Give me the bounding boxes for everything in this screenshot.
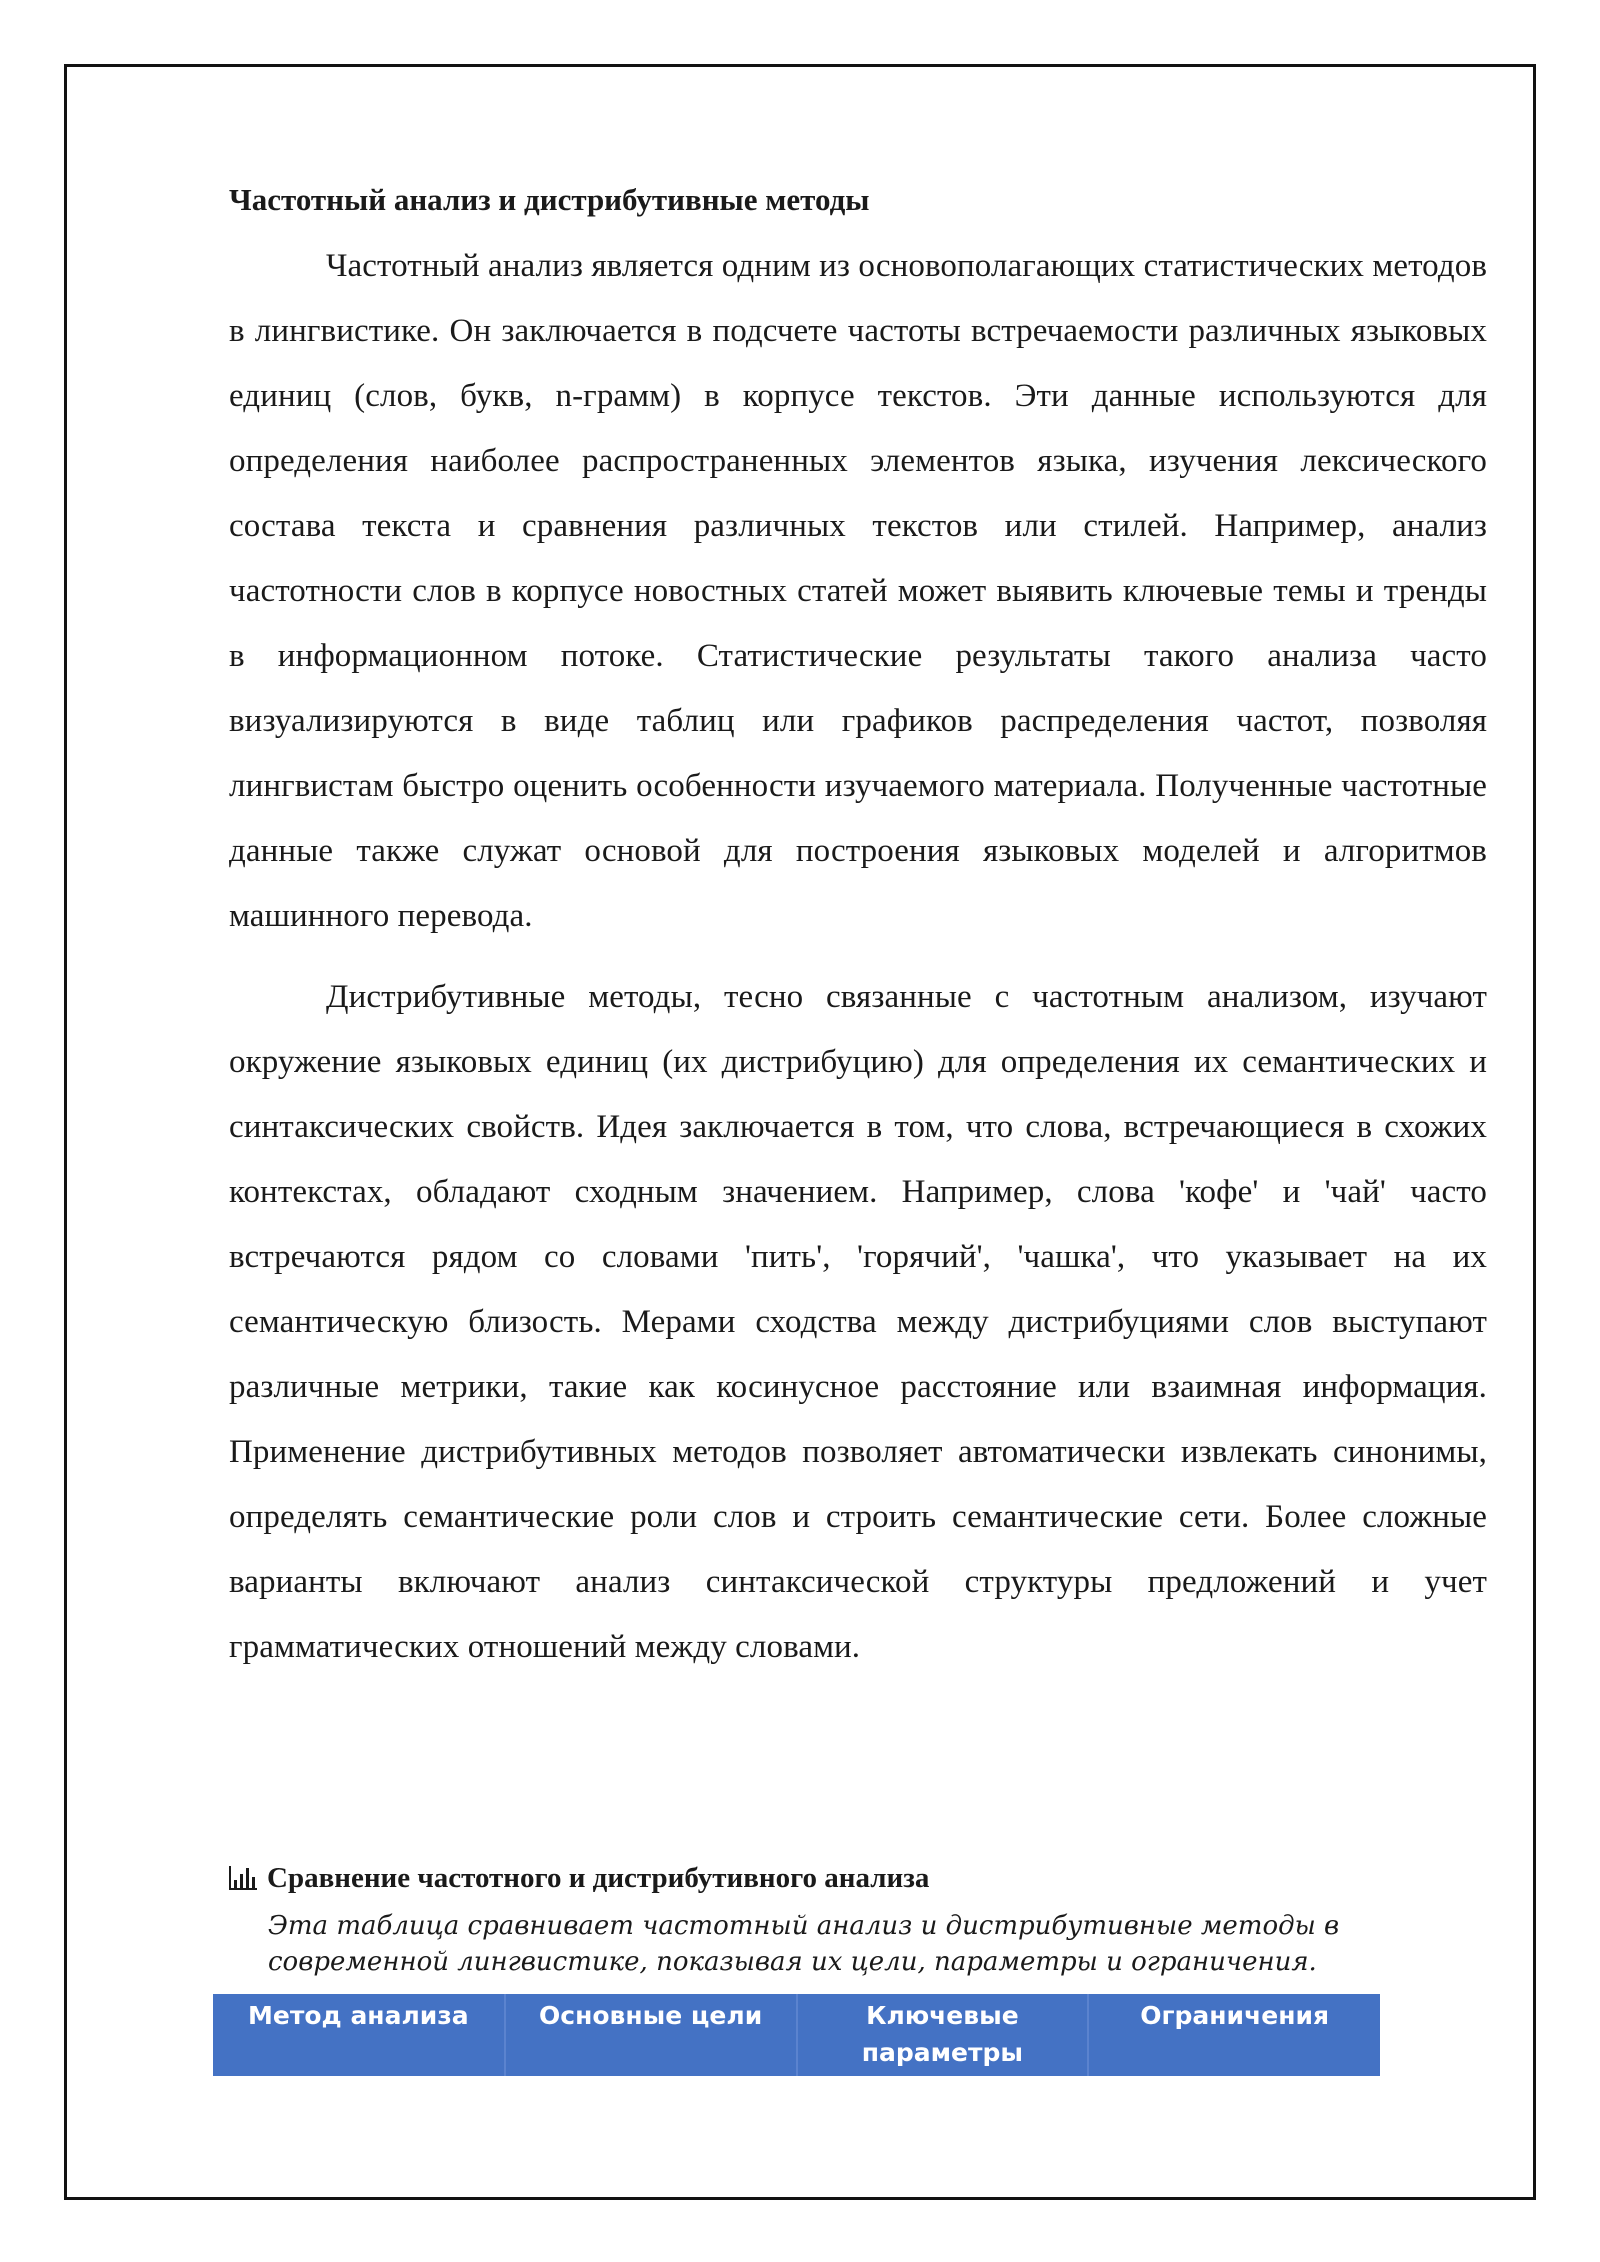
column-header-limitations: Ограничения [1088,1994,1380,2076]
document-body [229,170,1487,1696]
paragraph-distributive-methods: Дистрибутивные методы, тесно связанные с частотным анализом, изучают окружение языковых единиц (их дистрибуцию) для определения их семантических и синтаксических свойств. Идея заключается в том, что слова, встречающиеся в схожих контекстах, обладают сходным значением. Например, слова 'кофе' и 'чай' часто встречаются рядом со словами 'пить', 'горячий', 'чашка', что указывает на их семантическую близость. Мерами сходства между дистрибуциями слов выступают различные метрики, такие как косинусное расстояние или взаимная информация. Применение дистрибутивных методов позволяет автоматически извлекать синонимы, определять семантические роли слов и строить семантические сети. Более сложные варианты включают анализ синтаксической структуры предложений и учет грамматических отношений между словами. [229,979,1487,1665]
comparison-table [213,1994,1380,2076]
table-header-row [213,1994,1380,2076]
section-heading: Частотный анализ и дистрибутивные методы [229,182,870,217]
column-header-goals: Основные цели [505,1994,797,2076]
column-header-parameters: Ключевые параметры [797,1994,1089,2076]
paragraph-frequency-analysis: Частотный анализ является одним из основополагающих статистических методов в лингвистике. Он заключается в подсчете частоты встречаемости различных языковых единиц (слов, букв, n-грамм) в корпусе текстов. Эти данные используются для определения наиболее распространенных элементов языка, изучения лексического состава текста и сравнения различных текстов или стилей. Например, анализ частотности слов в корпусе новостных статей может выявить ключевые темы и тренды в информационном потоке. Статистические результаты такого анализа часто визуализируются в виде таблиц или графиков распределения частот, позволяя лингвистам быстро оценить особенности изучаемого материала. Полученные частотные данные также служат основой для построения языковых моделей и алгоритмов машинного перевода. [229,248,1487,934]
column-header-method: Метод анализа [213,1994,505,2076]
table-caption: Эта таблица сравнивает частотный анализ и дистрибутивные методы в современной лингвистике, показывая их цели, параметры и ограничения. [268,1911,1340,1977]
bar-chart-icon [229,1866,257,1890]
table-title: Сравнение частотного и дистрибутивного анализа [267,1862,930,1894]
comparison-table-block [213,1858,1380,2076]
table-title-row [213,1858,1380,1898]
